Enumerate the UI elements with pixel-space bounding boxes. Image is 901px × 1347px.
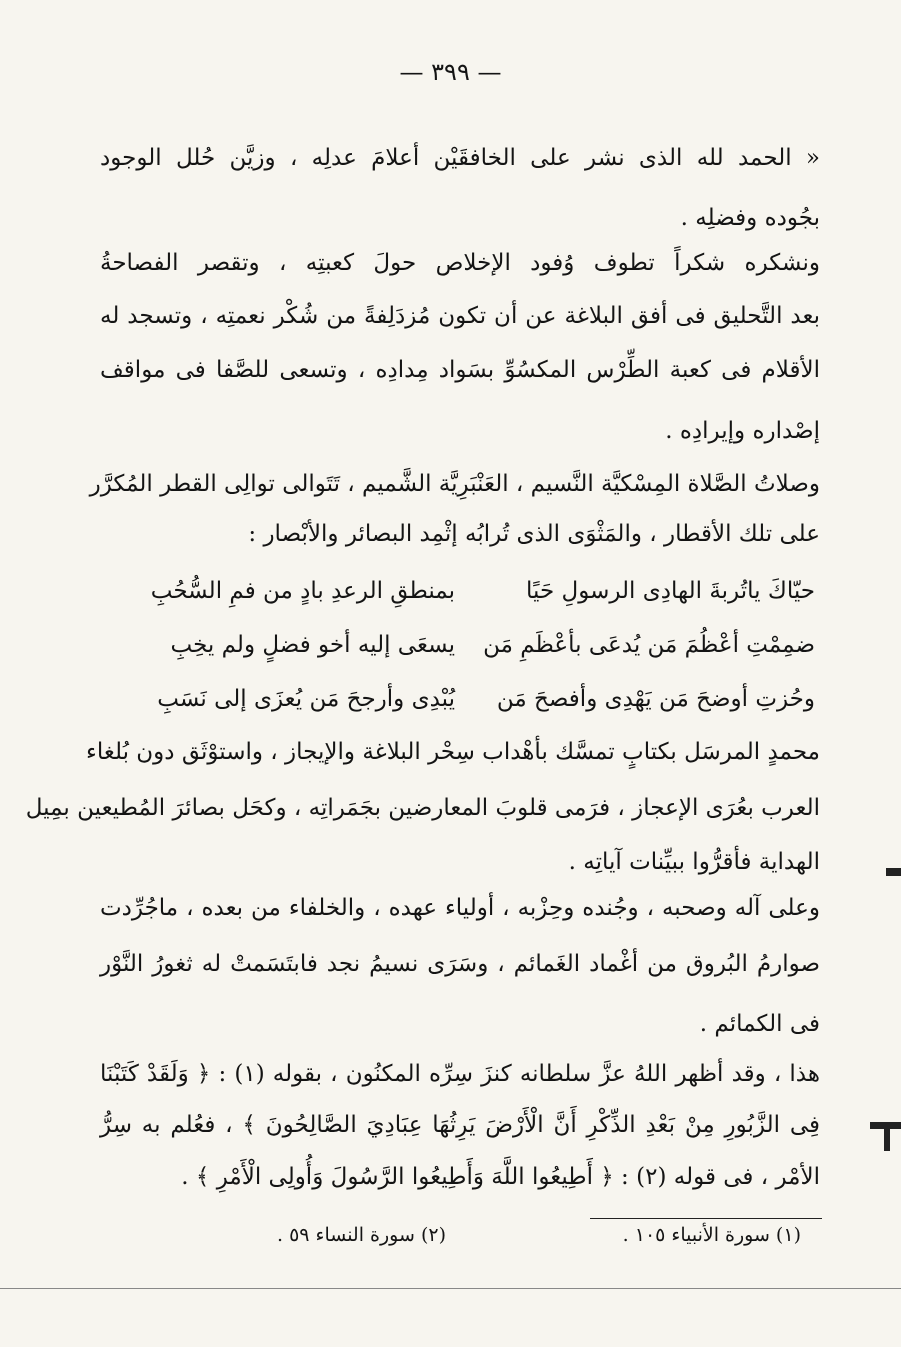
page-bottom-edge <box>0 1288 901 1289</box>
text-line: هذا ، وقد أظهر اللهُ عزَّ سلطانه كنزَ سِرِّه المكنُون ، بقوله (١) : ﴿ وَلَقَدْ كَتَبْنَا <box>100 1061 821 1087</box>
text-line: صوارمُ البُروق من أغْماد الغَمائم ، وسَرَى نسيمُ نجد فابتَسَمتْ له ثغورُ النَّوْر <box>100 951 820 977</box>
scan-edge-mark <box>886 868 901 876</box>
text-line: بعد التَّحليق فى أفق البلاغة عن أن تكون مُزدَلِفةً من شُكْر نعمتِه ، وتسجد له <box>100 303 820 329</box>
text-line: ونشكره شكراً تطوف وُفود الإخلاص حولَ كعبتِه ، وتقصر الفصاحةُ <box>100 250 820 276</box>
text-line: الأقلام فى كعبة الطِّرْس المكسُوِّ بسَواد مِدادِه ، وتسعى للصَّفا فى مواقف <box>100 357 820 383</box>
text-line: الهداية فأقرُّوا ببيِّنات آياتِه . <box>568 849 820 875</box>
scan-edge-mark <box>884 1129 890 1151</box>
text-line: « الحمد لله الذى نشر على الخافقَيْن أعلامَ عدلِه ، وزيَّن حُلل الوجود <box>100 145 820 171</box>
verse-first-hemistich: وحُزتِ أوضحَ مَن يَهْدِى وأفصحَ مَن <box>496 686 815 712</box>
text-line: وعلى آله وصحبه ، وجُنده وحِزْبه ، أولياء عهده ، والخلفاء من بعده ، ماجُرِّدت <box>100 895 820 921</box>
page-number: — ٣٩٩ — <box>399 58 502 86</box>
text-line: وصلاتُ الصَّلاة المِسْكيَّة النَّسيم ، العَنْبَرِيَّة الشَّميم ، تَتَوالى توالِى القطر المُكرَّر <box>89 471 820 497</box>
verse-second-hemistich: يُبْدِى وأرجحَ مَن يُعزَى إلى نَسَبِ <box>157 686 455 712</box>
verse-first-hemistich: ضمِمْتِ أعْظُمَ مَن يُدعَى بأعْظَمِ مَن <box>483 632 815 658</box>
verse-first-hemistich: حيّاكَ ياتُربةَ الهادِى الرسولِ حَيًا <box>526 578 815 604</box>
text-line: محمدٍ المرسَل بكتابٍ تمسَّك بأهْداب سِحْر البلاغة والإيجاز ، واستوْثَق دون بُلغاء <box>86 739 820 765</box>
text-line: فى الكمائم . <box>699 1011 820 1037</box>
footnote-separator <box>590 1218 822 1219</box>
scan-edge-mark <box>870 1122 901 1129</box>
text-line: على تلك الأقطار ، والمَثْوَى الذى تُرابُه إثْمِد البصائر والأبْصار : <box>248 521 820 547</box>
text-line: العرب بعُرَى الإعجاز ، فرَمى قلوبَ المعارضين بجَمَراتِه ، وكحَل بصائرَ المُطيعين بمِيل <box>25 795 820 821</box>
footnote-2: (٢) سورة النساء ٥٩ . <box>276 1224 446 1246</box>
body-text-continued <box>25 0 821 1200</box>
text-line: فِى الزَّبُورِ مِنْ بَعْدِ الذِّكْرِ أَنَّ الْأَرْضَ يَرِثُهَا عِبَادِيَ الصَّالِحُونَ ﴾ ، فعُلم به سِرُّ <box>100 1112 820 1138</box>
text-line: الأمْر ، فى قوله (٢) : ﴿ أَطِيعُوا اللَّهَ وَأَطِيعُوا الرَّسُولَ وَأُولِى الْأَمْرِ ﴾ . <box>181 1164 820 1190</box>
verse-second-hemistich: بمنطقِ الرعدِ بادٍ من فمِ السُّحُبِ <box>150 578 455 604</box>
text-line: إصْداره وإيرادِه . <box>665 418 820 444</box>
text-line: بجُوده وفضلِه . <box>680 205 820 231</box>
footnote-1: (١) سورة الأنبياء ١٠٥ . <box>622 1224 801 1246</box>
verse-second-hemistich: يسعَى إليه أخو فضلٍ ولم يخِبِ <box>170 632 455 658</box>
